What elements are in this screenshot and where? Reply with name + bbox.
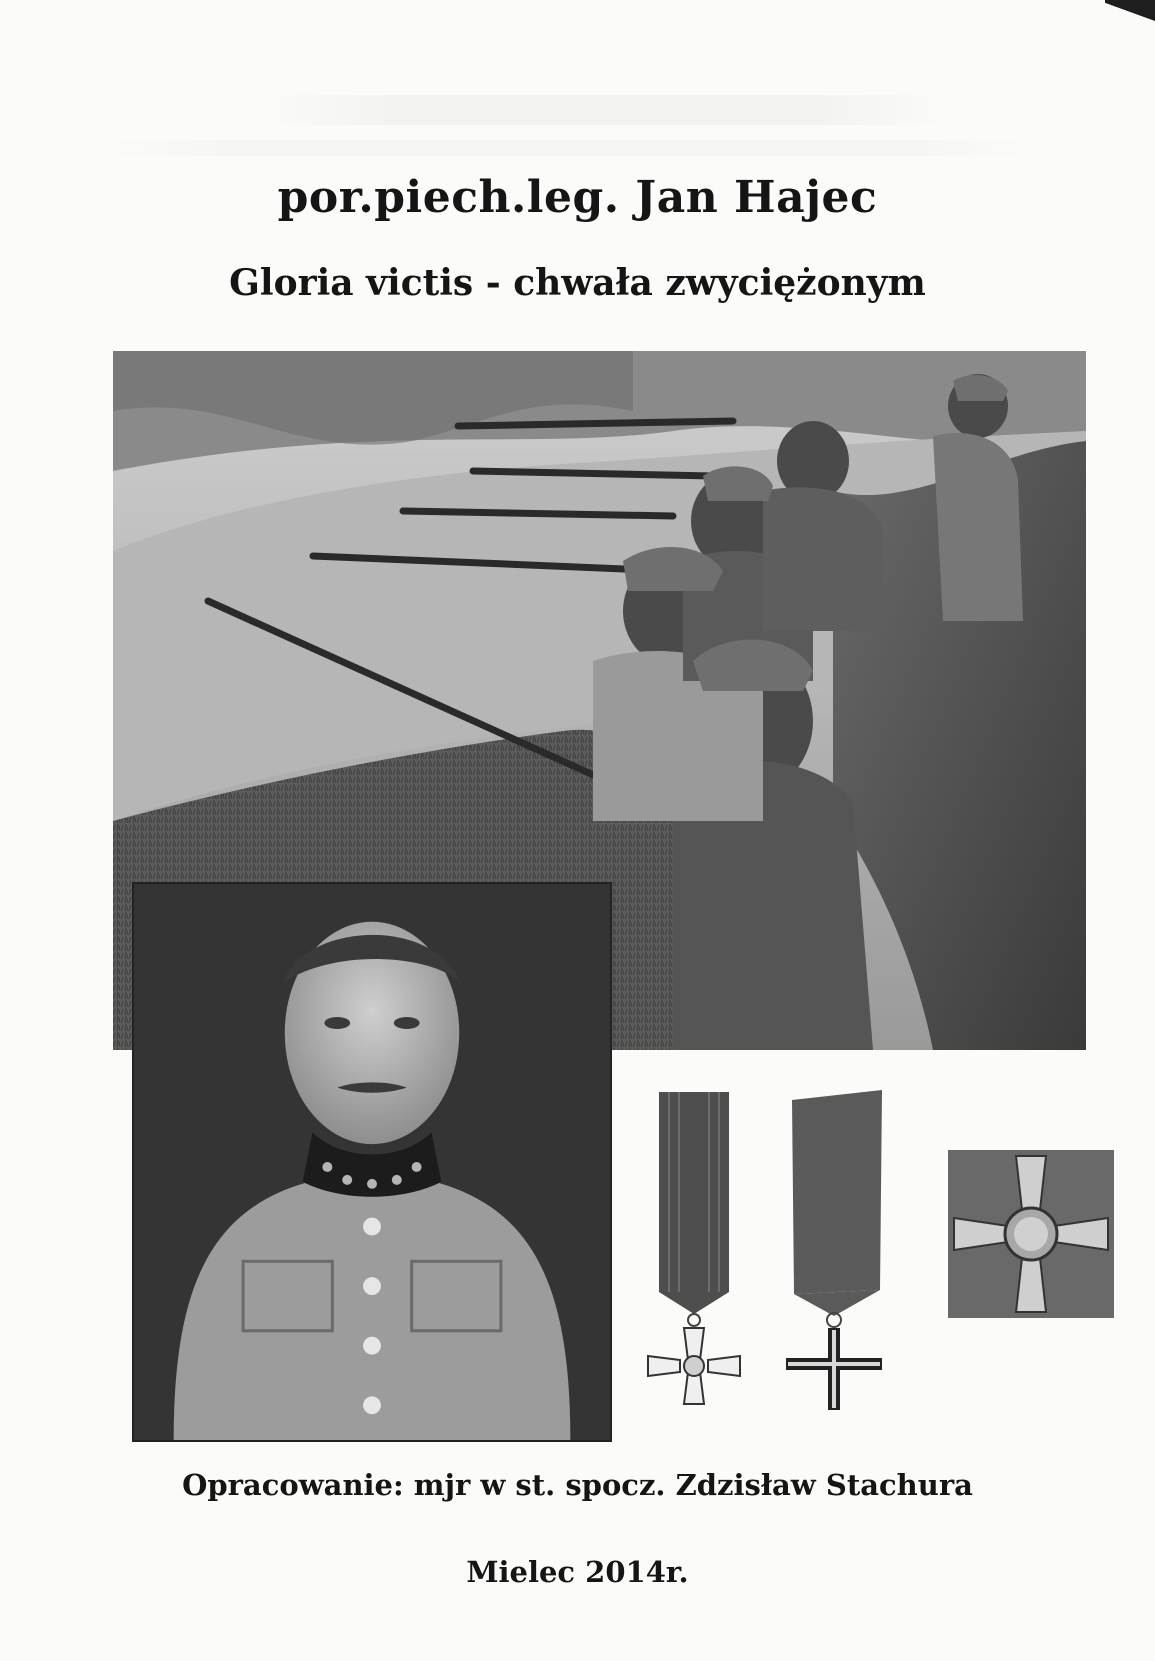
scan-corner-shadow: [1105, 0, 1155, 28]
medals-group: [612, 1052, 1132, 1392]
bleed-through: [110, 140, 1030, 156]
document-title: por.piech.leg. Jan Hajec: [277, 172, 878, 223]
legion-badge: [948, 1150, 1114, 1318]
document-subtitle: Gloria victis - chwała zwyciężonym: [229, 262, 926, 304]
place-date: Mielec 2014r.: [466, 1555, 689, 1589]
cross-of-independence: [772, 1090, 896, 1410]
officer-portrait-photo: [132, 882, 612, 1442]
author-line: Opracowanie: mjr w st. spocz. Zdzisław Stachura: [182, 1468, 973, 1502]
virtuti-militari-cross: [634, 1092, 754, 1412]
bleed-through: [255, 95, 955, 125]
